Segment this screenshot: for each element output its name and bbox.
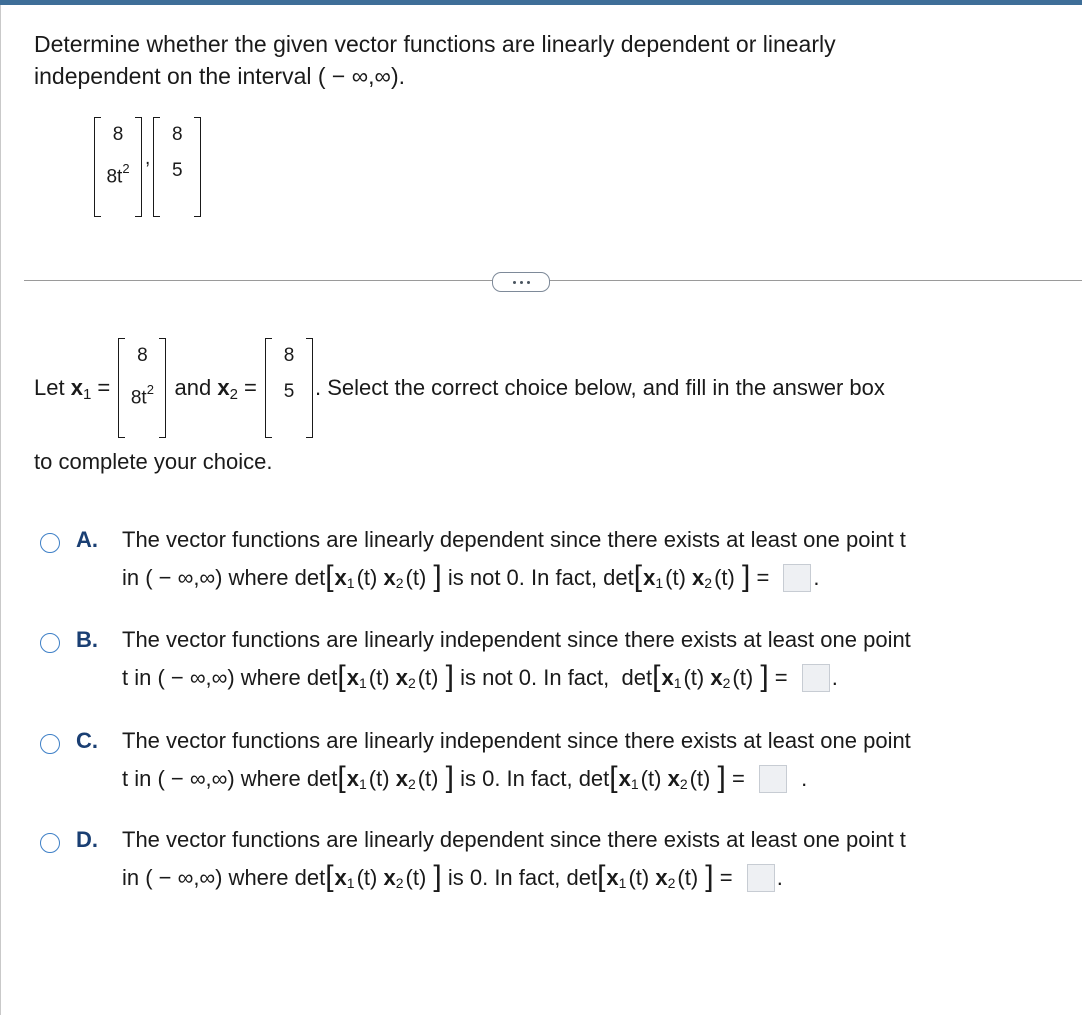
given-vector-1 <box>94 117 142 217</box>
question-line-1: Determine whether the given vector functions are linearly dependent or linearly <box>34 31 836 57</box>
dot-icon <box>527 281 530 284</box>
determinant-expression: det [ x 1 (t) x 2 (t) ] <box>294 560 442 593</box>
choice-b-letter: B. <box>76 627 98 652</box>
determinant-expression: det [ x 1 (t) x 2 (t) ] <box>294 860 442 893</box>
choice-d-line-1: The vector functions are linearly dependent since there exists at least one point t <box>122 827 906 852</box>
top-accent-bar <box>0 0 1082 5</box>
choice-b-line-2: t in ( − ∞,∞) where det [ x 1 (t) x 2 (t) ] is not 0. In fact, det [ x 1 (t) x 2 (t) ] = . <box>122 659 1082 697</box>
choice-a-answer-box[interactable] <box>783 564 811 592</box>
choice-c-radio[interactable] <box>40 734 60 754</box>
choice-b-line-1: The vector functions are linearly independent since there exists at least one point <box>122 627 911 652</box>
instruction-continuation: to complete your choice. <box>34 449 273 474</box>
determinant-expression: det [ x 1 (t) x 2 (t) ] <box>603 560 751 593</box>
choice-b-radio[interactable] <box>40 633 60 653</box>
determinant-expression: det [ x 1 (t) x 2 (t) ] <box>566 860 714 893</box>
x2-vector: 8 5 <box>265 338 313 438</box>
choice-a-line-2: in ( − ∞,∞) where det [ x 1 (t) x 2 (t) ] is not 0. In fact, det [ x 1 (t) x 2 (t) ] = . <box>122 559 1082 597</box>
determinant-expression: det [ x 1 (t) x 2 (t) ] <box>306 660 454 693</box>
choice-c-line-2: t in ( − ∞,∞) where det [ x 1 (t) x 2 (t) ] is 0. In fact, det [ x 1 (t) x 2 (t) ] = . <box>122 760 1082 798</box>
choice-d-answer-box[interactable] <box>747 864 775 892</box>
choice-d-line-2: in ( − ∞,∞) where det [ x 1 (t) x 2 (t) ] is 0. In fact, det [ x 1 (t) x 2 (t) ] = . <box>122 859 1082 897</box>
choice-a-radio[interactable] <box>40 533 60 553</box>
left-border <box>0 5 1 1015</box>
dot-icon <box>520 281 523 284</box>
choice-c-answer-box[interactable] <box>759 765 787 793</box>
vector-1-top: 8 <box>112 124 124 145</box>
vector-1-bottom: $8t^2$ <box>106 161 130 188</box>
vector-separator: , <box>145 148 151 169</box>
let-statement: Let x 1 = 8 $8t^2$ and x 2 = 8 5 . Select the correct choice below, and fill in the answer box <box>34 338 885 438</box>
given-vectors <box>92 117 203 217</box>
choice-c-line-1: The vector functions are linearly independent since there exists at least one point <box>122 728 911 753</box>
choice-b-answer-box[interactable] <box>802 664 830 692</box>
determinant-expression: det [ x 1 (t) x 2 (t) ] <box>621 660 769 693</box>
instruction-text: . Select the correct choice below, and fill in the answer box <box>314 375 885 400</box>
x1-vector: 8 $8t^2$ <box>118 338 166 438</box>
question-line-2: independent on the interval ( − ∞,∞). <box>34 63 405 89</box>
determinant-expression: det [ x 1 (t) x 2 (t) ] <box>578 761 726 794</box>
given-vector-2 <box>153 117 201 217</box>
vector-2-top: 8 <box>171 124 183 145</box>
section-divider <box>24 280 1082 281</box>
choice-d-letter: D. <box>76 827 98 852</box>
choice-c-letter: C. <box>76 728 98 753</box>
choice-d-radio[interactable] <box>40 833 60 853</box>
choice-a-line-1: The vector functions are linearly dependent since there exists at least one point t <box>122 527 906 552</box>
expand-more-button[interactable] <box>492 272 550 292</box>
choice-a-letter: A. <box>76 527 98 552</box>
vector-2-bottom: 5 <box>171 160 183 181</box>
question-text <box>34 28 1034 92</box>
dot-icon <box>513 281 516 284</box>
determinant-expression: det [ x 1 (t) x 2 (t) ] <box>306 761 454 794</box>
